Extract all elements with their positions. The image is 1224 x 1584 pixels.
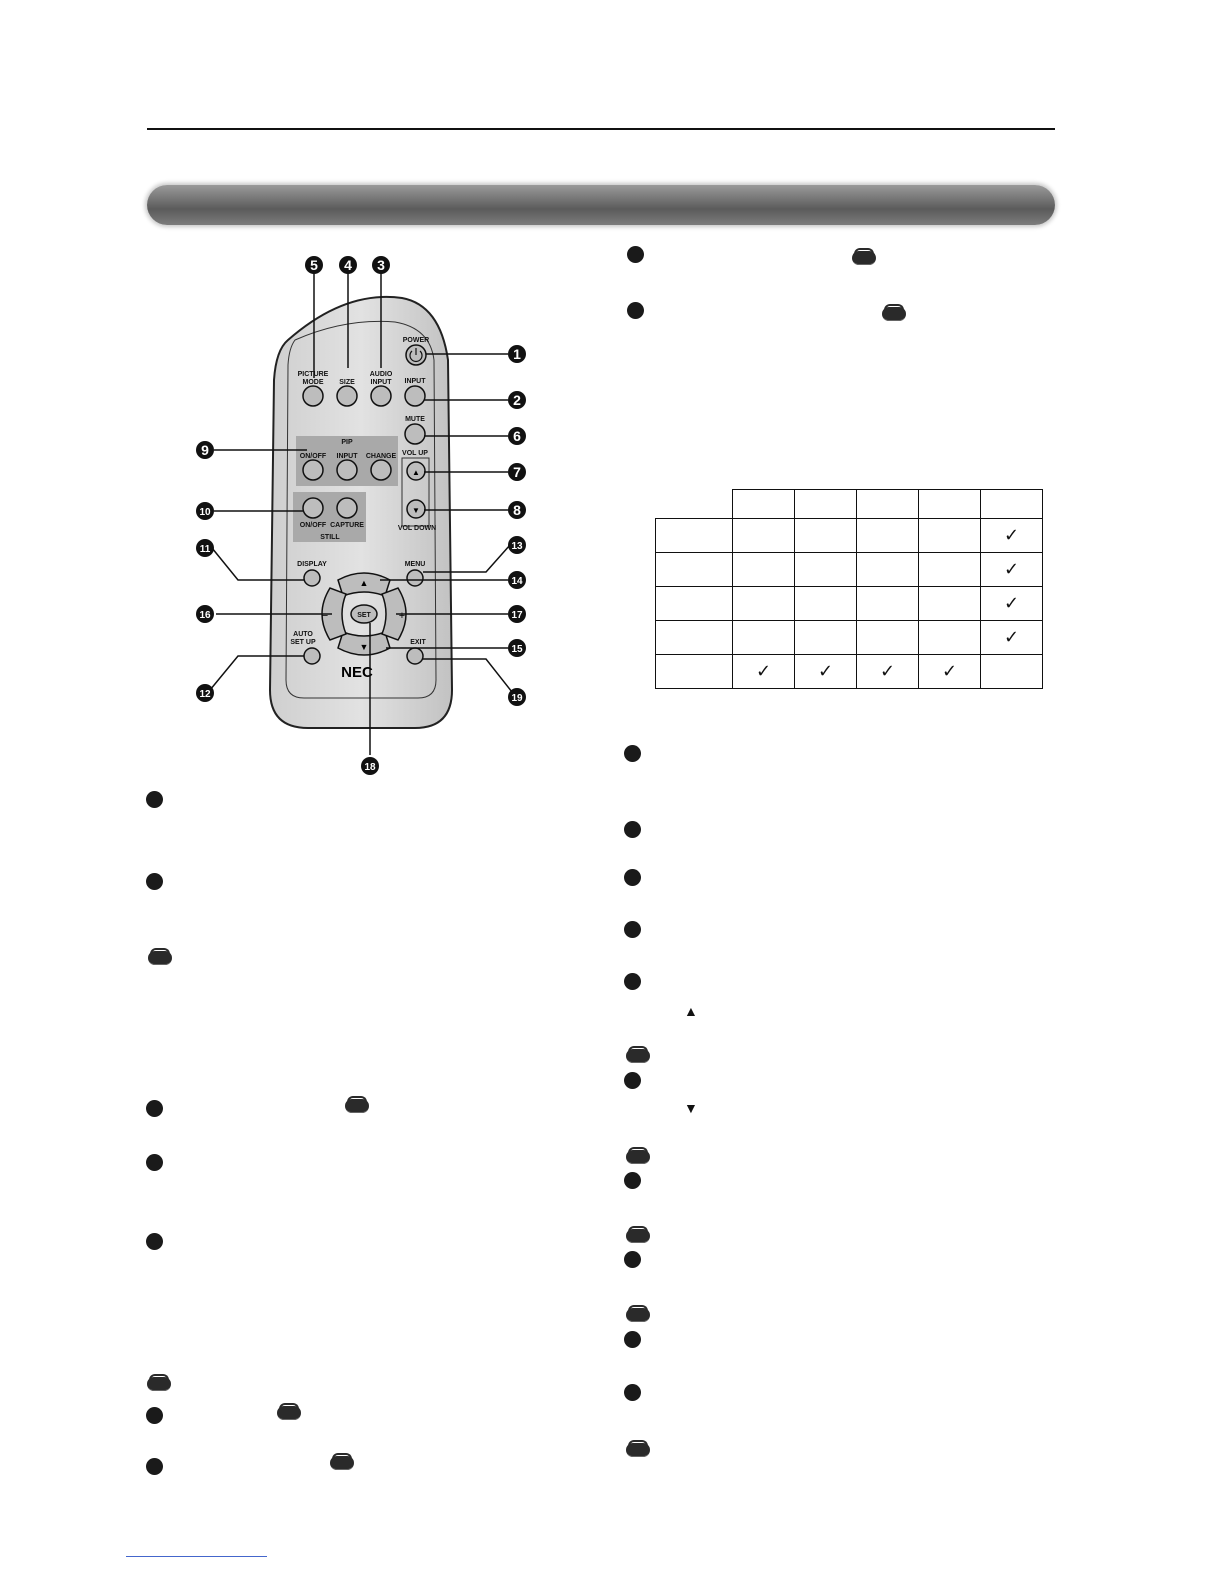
pip-group-label: PIP xyxy=(341,439,353,446)
svg-text:14: 14 xyxy=(511,576,523,587)
section-banner xyxy=(147,185,1055,225)
note-icon xyxy=(277,1406,301,1420)
table-row: ✓ xyxy=(656,553,1043,587)
size-label: SIZE xyxy=(339,379,355,386)
bullet-marker xyxy=(624,921,641,938)
svg-text:5: 5 xyxy=(310,257,318,273)
table-row: ✓ ✓ ✓ ✓ xyxy=(656,655,1043,689)
svg-text:7: 7 xyxy=(513,464,521,480)
pip-on-off-button xyxy=(303,460,323,480)
display-button xyxy=(304,570,320,586)
mute-button xyxy=(405,424,425,444)
pip-input-button xyxy=(337,460,357,480)
svg-text:10: 10 xyxy=(199,507,211,518)
svg-text:8: 8 xyxy=(513,502,521,518)
auto-setup-button xyxy=(304,648,320,664)
svg-text:13: 13 xyxy=(511,541,523,552)
svg-text:12: 12 xyxy=(199,689,211,700)
svg-text:11: 11 xyxy=(199,544,211,555)
table-row: ✓ xyxy=(656,621,1043,655)
mute-label: MUTE xyxy=(405,416,425,423)
note-icon xyxy=(148,951,172,965)
bullet-marker xyxy=(624,869,641,886)
table-row: ✓ xyxy=(656,587,1043,621)
audio-input-label-2: INPUT xyxy=(370,379,392,386)
svg-text:4: 4 xyxy=(344,257,352,273)
note-icon xyxy=(626,1308,650,1322)
vol-down-arrow-icon: ▼ xyxy=(412,506,420,515)
exit-label: EXIT xyxy=(410,639,426,646)
bullet-marker xyxy=(146,1100,163,1117)
note-icon xyxy=(626,1443,650,1457)
dpad-up-arrow-icon: ▲ xyxy=(359,578,369,588)
dpad-down-arrow-icon: ▼ xyxy=(359,642,369,652)
bullet-marker xyxy=(146,1407,163,1424)
vol-up-arrow-icon: ▲ xyxy=(412,468,420,477)
still-on-off-label: ON/OFF xyxy=(299,522,327,529)
bullet-marker xyxy=(624,1331,641,1348)
note-icon xyxy=(882,307,906,321)
pip-change-button xyxy=(371,460,391,480)
vol-up-label: VOL UP xyxy=(402,450,428,457)
svg-text:18: 18 xyxy=(364,762,376,773)
note-icon xyxy=(852,251,876,265)
note-icon xyxy=(345,1099,369,1113)
remote-svg xyxy=(190,250,535,780)
audio-input-button xyxy=(371,386,391,406)
dpad-plus-icon: + xyxy=(398,610,406,622)
bullet-marker xyxy=(146,791,163,808)
svg-text:17: 17 xyxy=(511,610,523,621)
compatibility-table xyxy=(655,489,1043,689)
exit-button xyxy=(407,648,423,664)
svg-text:16: 16 xyxy=(199,610,211,621)
still-group-label: STILL xyxy=(320,534,340,541)
pip-input-label: INPUT xyxy=(336,453,358,460)
pip-change-label: CHANGE xyxy=(365,453,397,460)
picture-mode-label-1: PICTURE xyxy=(297,371,329,378)
input-button xyxy=(405,386,425,406)
nec-logo: NEC xyxy=(341,664,373,681)
svg-text:19: 19 xyxy=(511,693,523,704)
audio-input-label-1: AUDIO xyxy=(369,371,393,378)
bullet-marker xyxy=(624,1384,641,1401)
bullet-marker xyxy=(624,745,641,762)
auto-setup-label-2: SET UP xyxy=(290,639,316,646)
still-capture-button xyxy=(337,498,357,518)
bullet-marker xyxy=(146,1154,163,1171)
bullet-marker xyxy=(627,302,644,319)
picture-mode-label-2: MODE xyxy=(302,379,324,386)
bullet-marker xyxy=(624,1072,641,1089)
still-on-off-button xyxy=(303,498,323,518)
svg-text:9: 9 xyxy=(201,442,209,458)
menu-label: MENU xyxy=(404,561,426,568)
pip-on-off-label: ON/OFF xyxy=(299,453,327,460)
vol-down-label: VOL DOWN xyxy=(397,525,437,532)
input-label: INPUT xyxy=(404,378,426,385)
power-label: POWER xyxy=(402,337,430,344)
footer-link-underline[interactable] xyxy=(126,1556,267,1557)
bullet-marker xyxy=(146,873,163,890)
menu-button xyxy=(407,570,423,586)
svg-text:6: 6 xyxy=(513,428,521,444)
remote-control-illustration xyxy=(190,250,535,780)
dpad-minus-icon: − xyxy=(321,610,329,622)
up-triangle-icon: ▲ xyxy=(684,1003,698,1019)
note-icon xyxy=(626,1049,650,1063)
display-label: DISPLAY xyxy=(297,561,327,568)
note-icon xyxy=(626,1150,650,1164)
picture-mode-button xyxy=(303,386,323,406)
bullet-marker xyxy=(624,973,641,990)
bullet-marker xyxy=(146,1233,163,1250)
svg-text:3: 3 xyxy=(377,257,385,273)
size-button xyxy=(337,386,357,406)
svg-text:15: 15 xyxy=(511,644,523,655)
down-triangle-icon: ▼ xyxy=(684,1100,698,1116)
still-capture-label: CAPTURE xyxy=(330,522,364,529)
note-icon xyxy=(330,1456,354,1470)
table-header-row xyxy=(656,490,1043,519)
bullet-marker xyxy=(624,821,641,838)
table-row: ✓ xyxy=(656,519,1043,553)
note-icon xyxy=(626,1229,650,1243)
bullet-marker xyxy=(146,1458,163,1475)
set-label: SET xyxy=(357,612,371,619)
note-icon xyxy=(147,1377,171,1391)
auto-setup-label-1: AUTO xyxy=(293,631,313,638)
svg-text:1: 1 xyxy=(513,346,521,362)
bullet-marker xyxy=(624,1251,641,1268)
bullet-marker xyxy=(624,1172,641,1189)
svg-text:2: 2 xyxy=(513,392,521,408)
header-rule xyxy=(147,128,1055,130)
bullet-marker xyxy=(627,246,644,263)
